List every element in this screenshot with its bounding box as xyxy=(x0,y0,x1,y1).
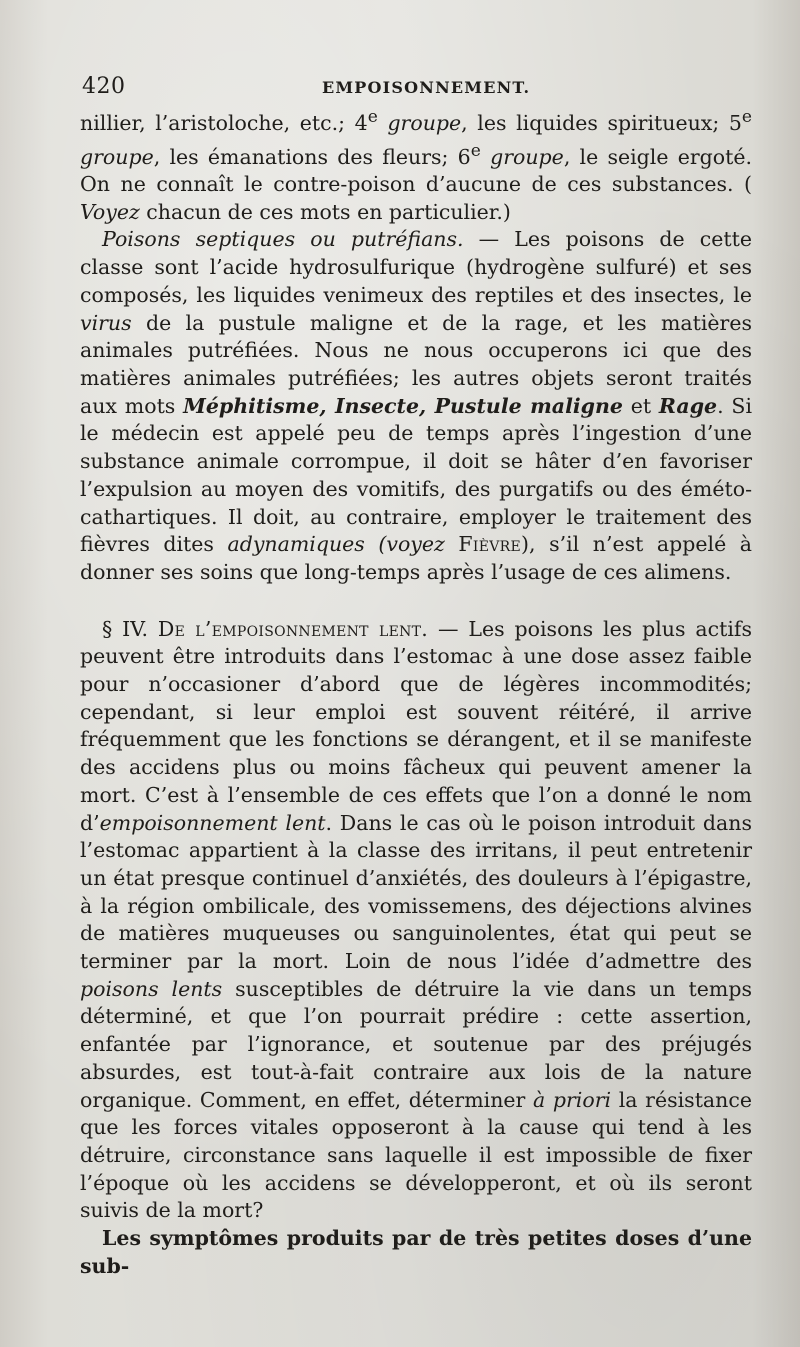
italic-term: Rage xyxy=(658,393,718,418)
italic-term: Méphitisme, Insecte, Pustule maligne xyxy=(183,393,623,418)
running-head: EMPOISONNEMENT. xyxy=(322,78,531,97)
paragraph-septic-poisons xyxy=(80,226,752,586)
text-run: Les symptômes produits par de très petites doses d’une sub- xyxy=(80,1226,752,1278)
section-title: Poisons septiques ou putréfians. xyxy=(102,227,464,252)
text-run: et xyxy=(622,393,659,418)
italic-term: groupe xyxy=(80,144,154,169)
section-heading: De l’empoisonnement lent. xyxy=(157,616,429,641)
text-run: , les liquides spiritueux; 5 xyxy=(461,110,742,135)
text-run: . Dans le cas où le poison introduit dans l’estomac appartient à la classe des irritans, il peut entretenir un état presque continuel d’anxiétés, des douleurs à l’épigastre, à la région ombilicale, des vomissemens, des déjections alvines de matières muqueuses ou sanguinolentes, état qui peut se terminer par la mort. Loin de nous l’idée d’admettre des xyxy=(80,810,752,974)
text-run: de la pustule maligne et de la rage, et les matières animales putréfiées. Nous ne nous occuperons ici que des matières animales putréfiées; les autres objets seront traités aux mots xyxy=(80,310,752,418)
text-run: chacun de ces mots en particulier.) xyxy=(139,199,511,224)
body-text xyxy=(80,104,752,1280)
page-header xyxy=(82,74,748,102)
text-run: . Si le médecin est appelé peu de temps après l’ingestion d’une substance animale corrompue, il doit se hâter d’en favoriser l’expulsion au moyen des vomitifs, des purgatifs ou des éméto-cathartiques. Il doit, au contraire, employer le traitement des fièvres dites xyxy=(80,393,752,557)
italic-term: empoisonnement lent xyxy=(99,810,326,835)
text-run: — Les poisons les plus actifs peuvent être introduits dans l’estomac à une dose assez faible pour n’occasioner d’abord que de légères incommodités; cependant, si leur emploi est souvent réitéré, il arrive fréquemment que les fonctions se dérangent, et il se manifeste des accidens plus ou moins fâcheux qui peuvent amener la mort. C’est à l’ensemble de ces effets que l’on a donné le nom d’ xyxy=(80,616,752,835)
italic-term: groupe xyxy=(490,144,564,169)
italic-term: à priori xyxy=(533,1087,612,1112)
text-run: ), s’il n’est appelé à donner ses soins que long-temps après l’usage de ces alimens. xyxy=(80,532,752,584)
superscript: e xyxy=(367,107,378,127)
text-run: la résistance que les forces vitales opposeront à la cause qui tend à les détruire, circonstance sans laquelle il est impossible de fixer l’époque où les accidens se développeront, et où ils seront suivis de la mort? xyxy=(80,1087,752,1223)
paragraph-symptoms-start xyxy=(80,1225,752,1280)
superscript: e xyxy=(470,140,481,161)
italic-term: virus xyxy=(80,310,132,335)
section-number: § IV. xyxy=(102,616,148,641)
italic-term: poisons lents xyxy=(80,976,223,1001)
text-run: nillier, l’aristoloche, etc.; 4 xyxy=(80,110,368,135)
text-run: susceptibles de détruire la vie dans un temps déterminé, et que l’on pourrait prédire : cette assertion, enfantée par l’ignorance, et soutenue par des préjugés absurdes, est tout-à-fait contraire aux lois de la nature organique. Comment, en effet, déterminer xyxy=(80,976,752,1112)
text-run: , le seigle ergoté. On ne connaît le contre-poison d’aucune de ces substances. ( xyxy=(80,144,752,197)
text-run: — Les poisons de cette classe sont l’acide hydrosulfurique (hydrogène sulfuré) et ses composés, les liquides venimeux des reptiles et des insectes, le xyxy=(80,227,753,307)
paragraph-slow-poisoning xyxy=(80,616,752,1225)
text-run: , les émanations des fleurs; 6 xyxy=(153,144,471,169)
superscript: e xyxy=(741,107,752,127)
page-number: 420 xyxy=(82,74,126,99)
italic-term: groupe xyxy=(387,110,462,135)
italic-term: Voyez xyxy=(80,199,140,224)
small-caps-term: Fièvre xyxy=(458,532,522,557)
italic-term: adynamiques (voyez xyxy=(227,532,445,557)
paragraph-groups-continuation xyxy=(80,104,752,226)
